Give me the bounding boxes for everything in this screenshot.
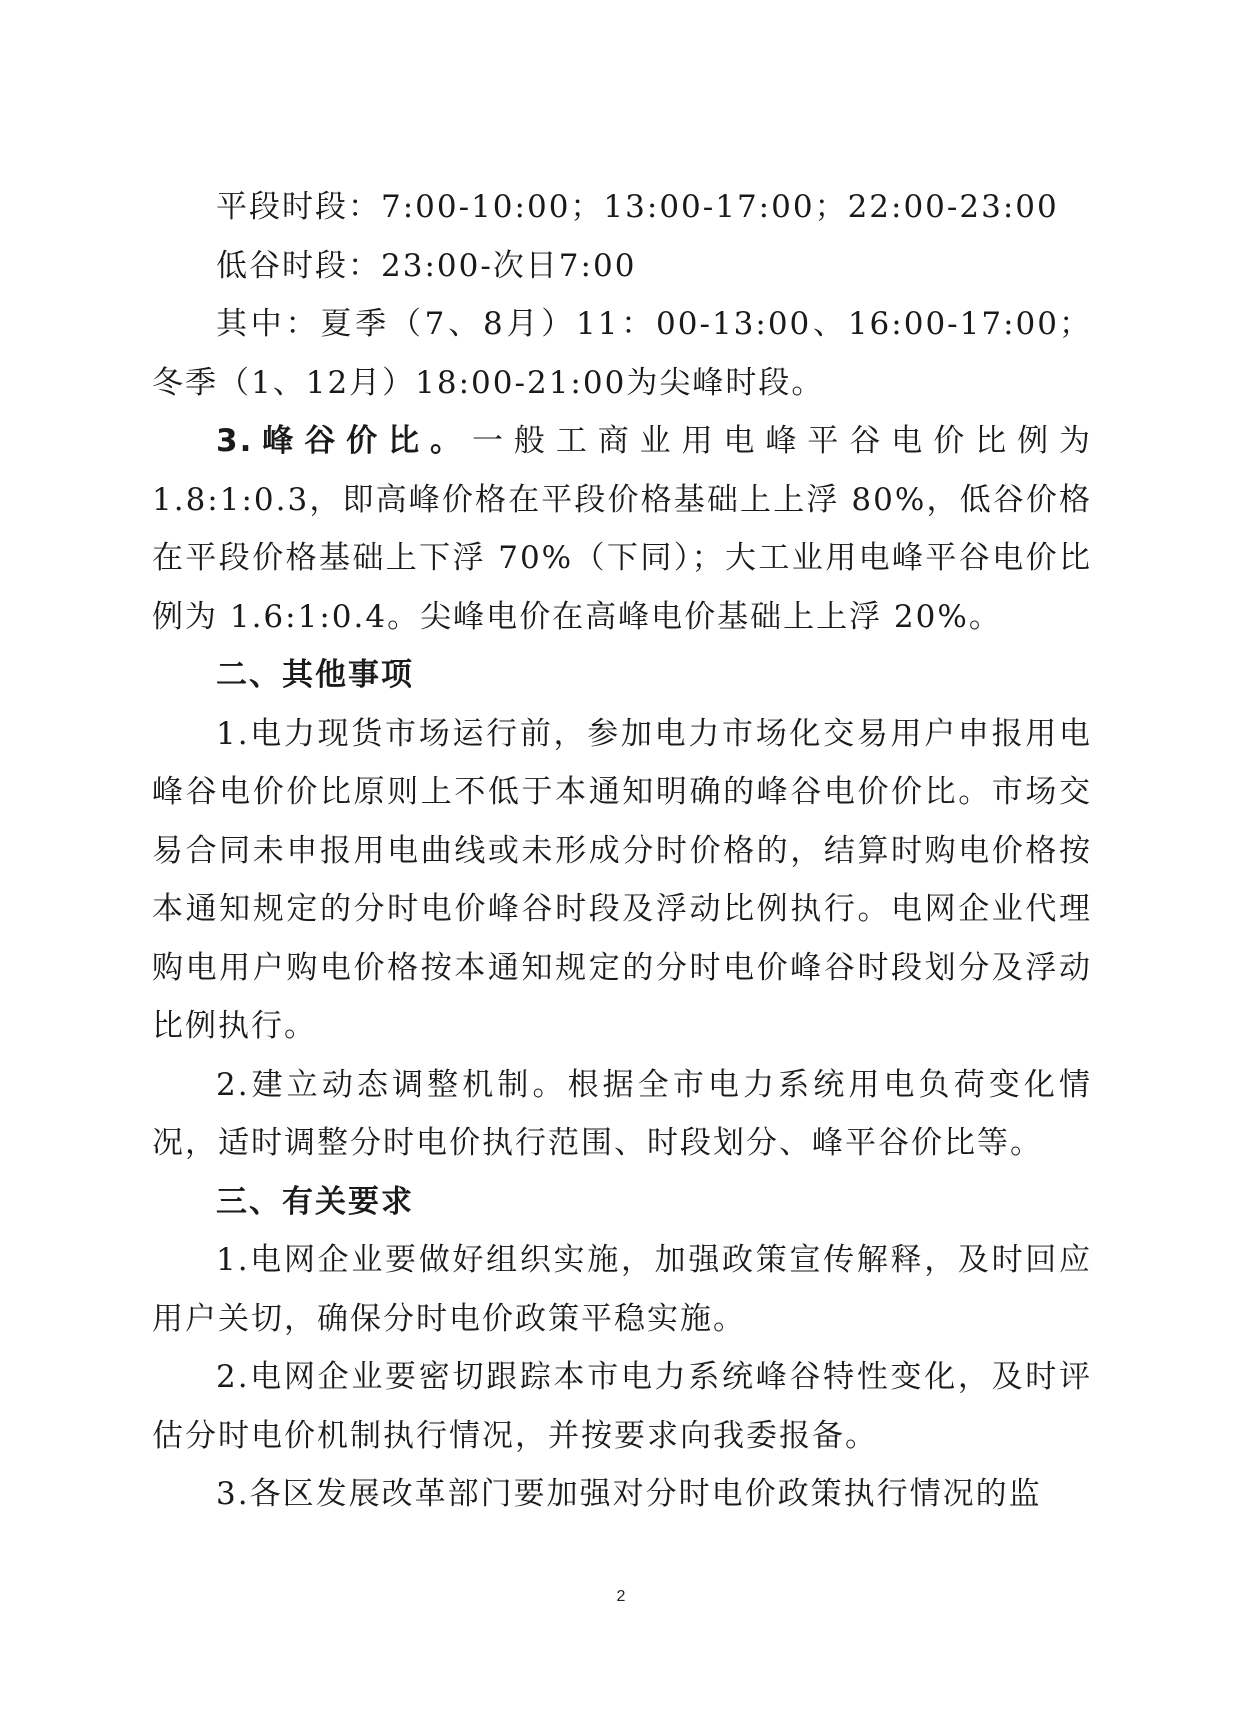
section-two-item-1: 1.电力现货市场运行前，参加电力市场化交易用户申报用电峰谷电价价比原则上不低于本通知明确的峰谷电价价比。市场交易合同未申报用电曲线或未形成分时价格的，结算时购电价格按本通知规定的分时电价峰谷时段及浮动比例执行。电网企业代理购电用户购电价格按本通知规定的分时电价峰谷时段划分及浮动比例执行。 [152,715,1092,1044]
section-two-heading: 二、其他事项 [216,657,414,693]
ratio-lead: 3.峰谷价比。 [216,423,472,459]
section-three-heading: 三、有关要求 [216,1183,414,1220]
section-three-item-3: 3.各区发展改革部门要加强对分时电价政策执行情况的监 [216,1476,1042,1512]
peak-valley-ratio-paragraph [152,412,1092,646]
section-three-item-1: 1.电网企业要做好组织实施，加强政策宣传解释，及时回应用户关切，确保分时电价政策平稳实施。 [152,1242,1092,1337]
ratio-text: 一般工商业用电峰平谷电价比例为 1.8:1:0.3，即高峰价格在平段价格基础上上浮 80%，低谷价格在平段价格基础上下浮 70%（下同）；大工业用电峰平谷电价比例为 1.6:1:0.4。尖峰电价在高峰电价基础上上浮 20%。 [152,423,1092,635]
valley-period-line: 低谷时段：23:00-次日7:00 [216,247,637,284]
page-number: 2 [616,1588,626,1605]
section-three-item-2: 2.电网企业要密切跟踪本市电力系统峰谷特性变化，及时评估分时电价机制执行情况，并按要求向我委报备。 [152,1359,1092,1454]
document-body [152,178,1092,1524]
section-two-item-2: 2.建立动态调整机制。根据全市电力系统用电负荷变化情况，适时调整分时电价执行范围、时段划分、峰平谷价比等。 [152,1066,1092,1161]
sharp-peak-paragraph: 其中：夏季（7、8月）11：00-13:00、16:00-17:00；冬季（1、12月）18:00-21:00为尖峰时段。 [152,306,1092,401]
flat-period-line: 平段时段：7:00-10:00；13:00-17:00；22:00-23:00 [216,189,1059,225]
